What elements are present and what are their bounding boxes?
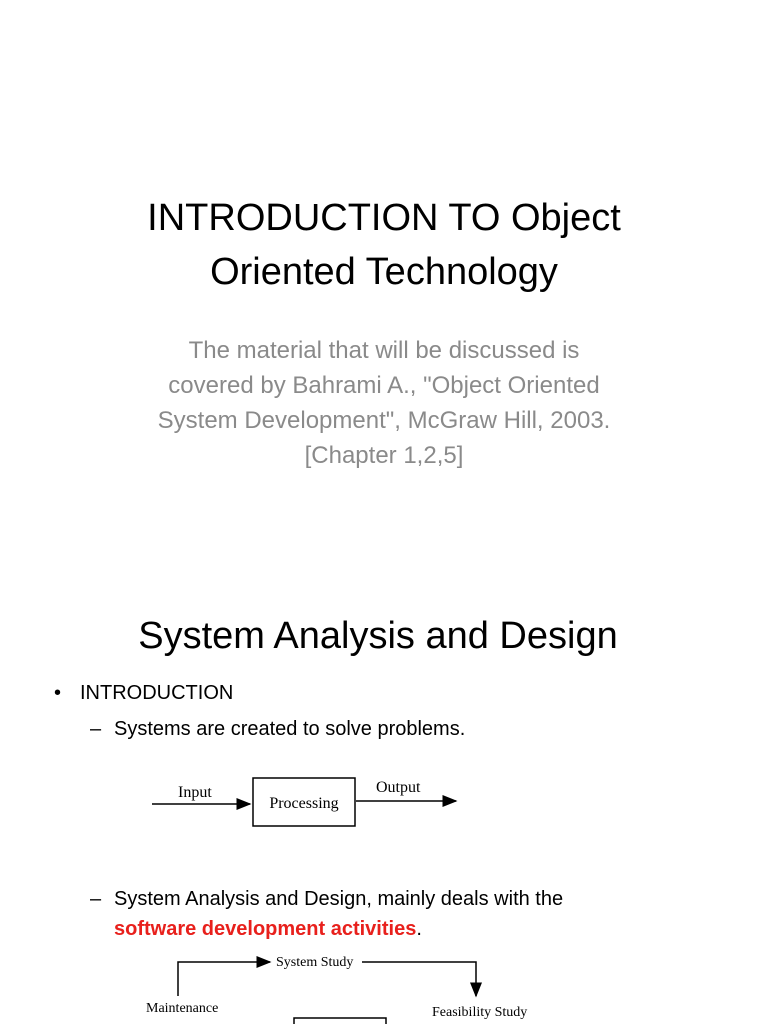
slide-1-subtitle bbox=[60, 333, 708, 473]
slide-1-subtitle-line-4: [Chapter 1,2,5] bbox=[304, 442, 464, 469]
dash-icon: – bbox=[90, 888, 102, 910]
dash-icon: – bbox=[90, 718, 102, 740]
slide-1-title bbox=[60, 191, 708, 299]
center-box-partial bbox=[294, 1018, 386, 1024]
sub-bullet-1-text: Systems are created to solve problems. bbox=[114, 718, 466, 740]
input-label: Input bbox=[178, 784, 212, 801]
slide-2-title: System Analysis and Design bbox=[138, 615, 618, 657]
sub-bullet-2 bbox=[90, 884, 563, 944]
feasibility-study-label: Feasibility Study bbox=[432, 1005, 528, 1020]
system-study-label: System Study bbox=[276, 955, 354, 970]
output-label: Output bbox=[376, 779, 421, 796]
sdlc-diagram bbox=[130, 946, 550, 1024]
software-development-activities-highlight: software development activities bbox=[114, 918, 417, 940]
io-diagram bbox=[140, 768, 470, 830]
bullet-text: INTRODUCTION bbox=[80, 682, 234, 704]
slide-1-title-line-2: Oriented Technology bbox=[210, 251, 558, 293]
maintenance-label: Maintenance bbox=[146, 1001, 219, 1016]
maintenance-to-study-line bbox=[178, 962, 270, 996]
sub-bullet-2-period: . bbox=[416, 918, 422, 940]
sub-bullet-2-text: System Analysis and Design, mainly deals with the bbox=[114, 888, 564, 910]
slide-2 bbox=[0, 576, 768, 1024]
sub-bullet-1 bbox=[90, 714, 465, 744]
bullet-introduction bbox=[54, 678, 233, 708]
slide-1-subtitle-line-2: covered by Bahrami A., "Object Oriented bbox=[168, 372, 600, 399]
slide-1-subtitle-line-1: The material that will be discussed is bbox=[188, 337, 580, 364]
slide-1-subtitle-line-3: System Development", McGraw Hill, 2003. bbox=[157, 407, 611, 434]
processing-label: Processing bbox=[269, 795, 339, 812]
bullet-dot-icon: • bbox=[54, 682, 62, 704]
study-to-feasibility-line bbox=[362, 962, 476, 996]
slide-1-title-line-1: INTRODUCTION TO Object bbox=[147, 197, 621, 239]
